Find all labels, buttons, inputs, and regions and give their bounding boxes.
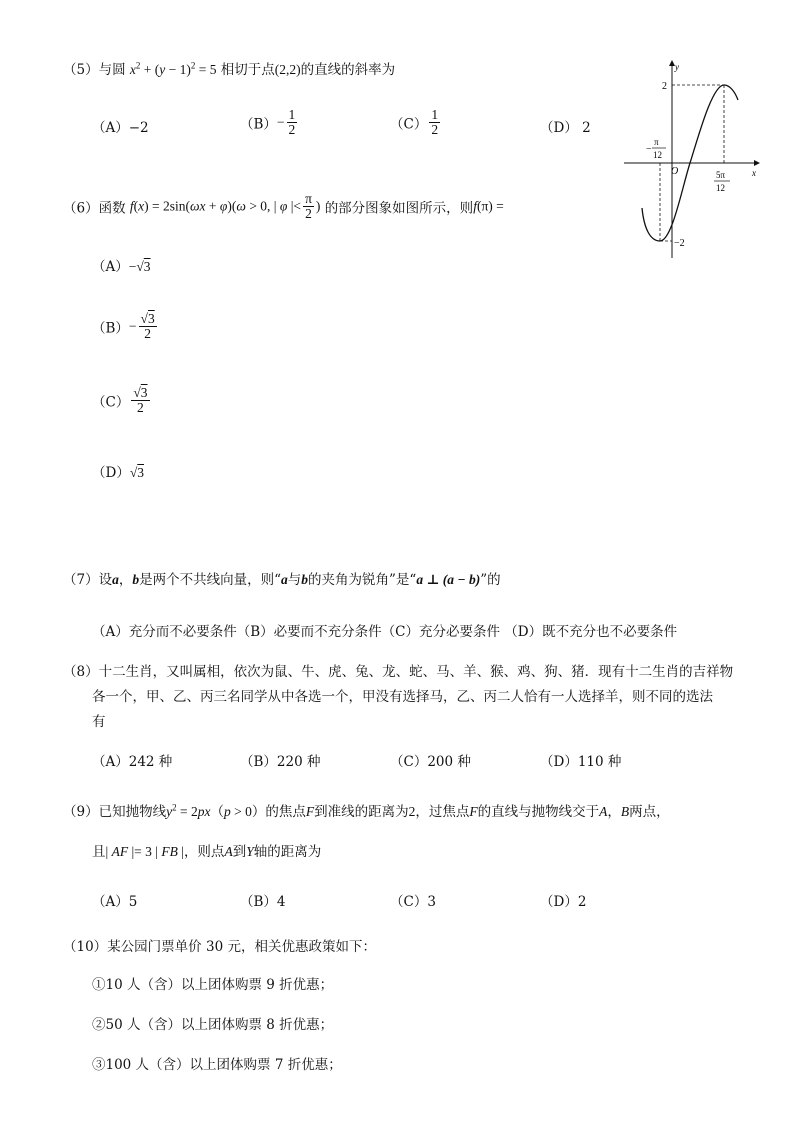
option-a: （A）242 种 [92, 754, 173, 770]
question-9: （9）已知抛物线$y^2 = 2px(p > 0)$的焦点F到准线的距离为2，过焦点F的直线与抛物线交于A，B两点， [63, 802, 670, 820]
ratio-condition: | AF |= 3 | FB | [105, 844, 184, 859]
option-b: （B）− $\frac{√3}{2}$ [92, 311, 155, 342]
discount-item-2: ②50 人（含）以上团体购票 8 折优惠； [92, 1017, 334, 1033]
x-right-den: 12 [716, 183, 725, 193]
x-left-sign: − [646, 144, 652, 155]
parabola-equation: $y^2 = 2px(p > 0)$ [166, 802, 266, 819]
y-axis-label: y [675, 62, 679, 72]
question-number: （5） [63, 62, 99, 78]
option-a: （A）−√3 [92, 259, 151, 275]
option-d: （D）110 种 [540, 754, 622, 770]
question-8-line: 各一个，甲、乙、丙三名同学从中各选一个，甲没有选择马，乙、丙二人恰有一人选择羊，则不同的选法 [92, 689, 713, 705]
option-b: （B）220 种 [240, 754, 321, 770]
discount-item-1: ①10 人（含）以上团体购票 9 折优惠； [92, 977, 334, 993]
point: (2,2) [274, 62, 301, 77]
x-right-num: 5π [716, 170, 726, 180]
question-text: 相切于点 [220, 62, 275, 78]
option-d: （D）2 [540, 894, 587, 910]
question-7-options: （A）充分而不必要条件（B）必要而不充分条件（C）充分必要条件 （D）既不充分也不必要条件 [92, 624, 678, 640]
question-5 [63, 58, 395, 78]
option-c: （C） $\frac{√3}{2}$ [92, 385, 148, 416]
question-8-line: 有 [92, 714, 106, 730]
x-axis-label: x [752, 168, 756, 178]
question-number: （7） [63, 572, 99, 588]
target-expression: f(π) = [473, 198, 504, 214]
question-7: （7）设a，b是两个不共线向量，则“a与b的夹角为锐角”是“a ⊥ (a − b)”的 [63, 572, 501, 588]
question-text: 十二生肖，又叫属相，依次为鼠、牛、虎、兔、龙、蛇、马、羊、猴、鸡、狗、猪．现有十二生肖的吉祥物 [98, 664, 734, 680]
y-max-label: 2 [662, 81, 667, 92]
option-a: （A）−2 [92, 120, 149, 136]
question-6: （6）函数 f(x) = 2sin(ωx + φ)(ω > 0, | φ |< $\frac{\pi}{2}$ ) 的部分图象如图所示，则f(π) = [63, 191, 504, 222]
question-number: （9） [63, 804, 99, 820]
x-left-den: 12 [653, 150, 662, 160]
option-c: （C）3 [390, 894, 436, 910]
question-9-line: 且| AF |= 3 | FB |，则点A到Y轴的距离为 [92, 844, 322, 860]
option-d: （D） 2 [540, 120, 591, 136]
option-c: （C） $\frac{1}{2}$ [390, 107, 439, 138]
discount-item-3: ③100 人（含）以上团体购票 7 折优惠； [92, 1057, 342, 1073]
question-8 [63, 660, 733, 680]
function-definition: f(x) = 2sin(ωx + φ)(ω > 0, | φ |< [129, 198, 302, 214]
question-number: （6） [63, 200, 99, 217]
option-a: （A）5 [92, 894, 138, 910]
question-10 [63, 935, 376, 955]
x-left-num: π [654, 137, 659, 147]
question-text: 某公园门票单价 30 元，相关优惠政策如下： [107, 939, 376, 955]
option-d: （D）√3 [92, 465, 144, 481]
question-number: （10） [63, 939, 108, 955]
y-min-label: −2 [674, 238, 685, 249]
question-text: 函数 [98, 200, 126, 217]
option-c: （C）200 种 [390, 754, 471, 770]
question-number: （8） [63, 664, 99, 680]
option-b: （B）− $\frac{1}{2}$ [240, 107, 296, 138]
vector-expression: a ⊥ (a − b) [416, 572, 481, 587]
question-text: 的直线的斜率为 [300, 62, 396, 78]
question-text: 与圆 [98, 62, 126, 78]
circle-equation: $x^2 + (y - 1)^2 = 5$ [129, 60, 217, 77]
origin-label: O [671, 166, 679, 177]
question-text: 的部分图象如图所示，则 [324, 200, 474, 217]
function-graph [620, 58, 760, 263]
option-b: （B）4 [240, 894, 286, 910]
